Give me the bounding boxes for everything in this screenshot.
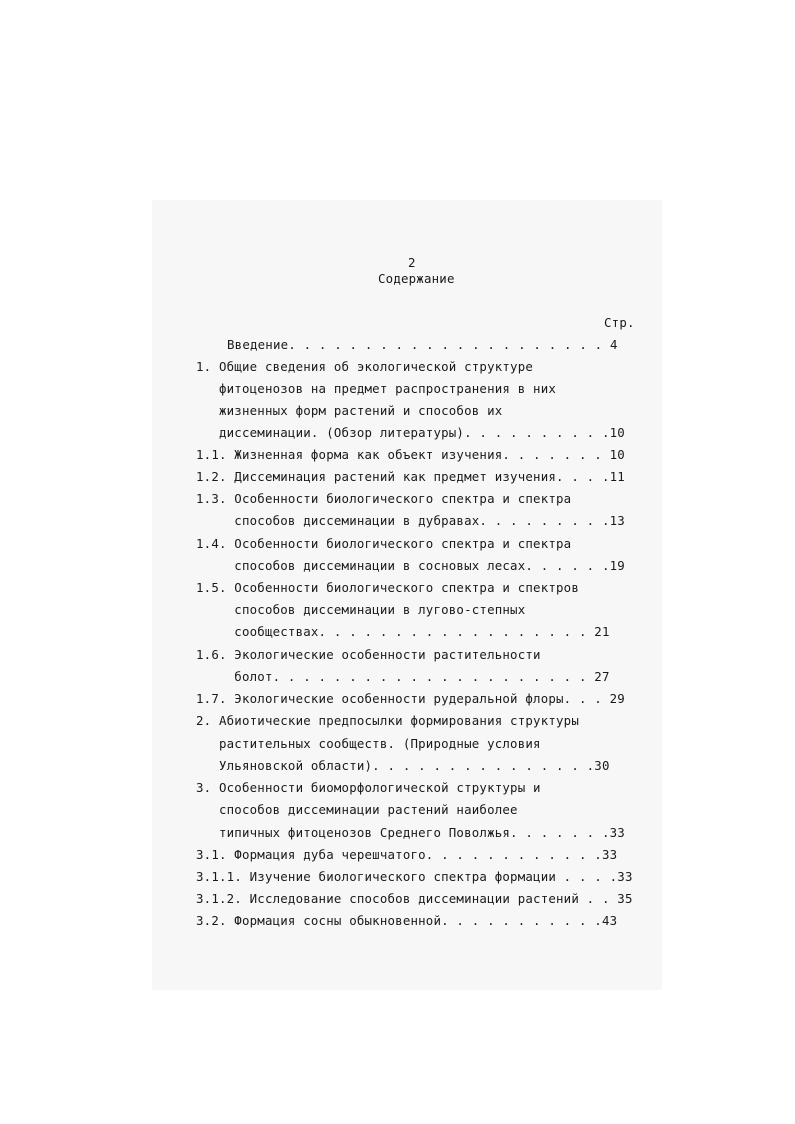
toc-entry: способов диссеминации в дубравах. . . . . . . . .13 [196,513,625,528]
toc-entry: растительных сообществ. (Природные условия [196,736,541,751]
toc-entry: фитоценозов на предмет распространения в них [196,381,557,396]
toc-entry: 3.1.2. Исследование способов диссеминации растений . . 35 [196,891,633,906]
toc-entry: 1.5. Особенности биологического спектра и спектров [196,580,579,595]
toc-entry: способов диссеминации в лугово-степных [196,602,526,617]
toc-entry: типичных фитоценозов Среднего Поволжья. . . . . . .33 [196,825,625,840]
toc-entry: жизненных форм растений и способов их [196,403,503,418]
toc-entry: 1.1. Жизненная форма как объект изучения. . . . . . . 10 [196,447,625,462]
toc-entry: 1.7. Экологические особенности рудеральной флоры. . . 29 [196,691,625,706]
toc-entry: 3.2. Формация сосны обыкновенной. . . . . . . . . . .43 [196,913,618,928]
toc-entry: 1.6. Экологические особенности растительности [196,647,541,662]
toc-entry: болот. . . . . . . . . . . . . . . . . . . . . 27 [196,669,610,684]
toc-entry: 1.2. Диссеминация растений как предмет изучения. . . .11 [196,469,625,484]
toc-entry: 2. Абиотические предпосылки формирования структуры [196,713,579,728]
page-number: 2 [408,255,416,270]
toc-entry: 1.4. Особенности биологического спектра и спектра [196,536,572,551]
page-title: Содержание [378,271,455,286]
toc-entry: Введение. . . . . . . . . . . . . . . . . . . . . 4 [227,337,618,352]
toc-entry: Ульяновской области). . . . . . . . . . . . . . .30 [196,758,610,773]
toc-entry: 1. Общие сведения об экологической структуре [196,359,534,374]
toc-entry: способов диссеминации в сосновых лесах. . . . . .19 [196,558,625,573]
toc-entry: диссеминации. (Обзор литературы). . . . . . . . . .10 [196,425,625,440]
toc-entry: 3.1.1. Изучение биологического спектра формации . . . .33 [196,869,633,884]
toc-entry: 3. Особенности биоморфологической структуры и [196,780,541,795]
page-column-header: Стр. [604,315,635,330]
toc-entry: 3.1. Формация дуба черешчатого. . . . . . . . . . . .33 [196,847,618,862]
toc-entry: сообществах. . . . . . . . . . . . . . . . . . 21 [196,624,610,639]
toc-entry: способов диссеминации растений наиболее [196,802,518,817]
toc-entry: 1.3. Особенности биологического спектра и спектра [196,491,572,506]
